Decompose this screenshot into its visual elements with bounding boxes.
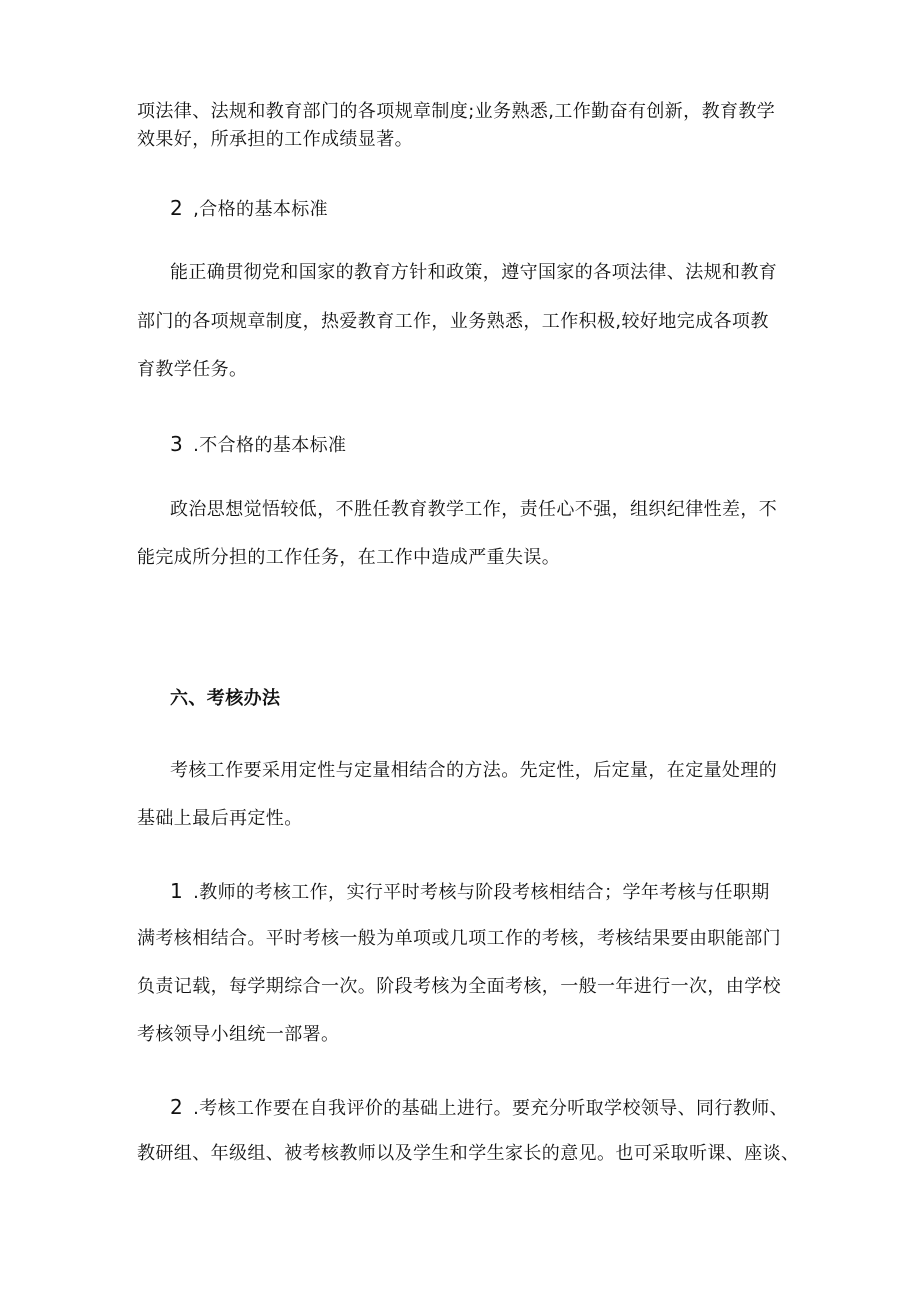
list-item-number: 2 [170,1095,184,1119]
paragraph-line: 基础上最后再定性。 [137,808,303,829]
paragraph-line: 能正确贯彻党和国家的教育方针和政策，遵守国家的各项法律、法规和教育 [170,262,778,283]
paragraph-line: 部门的各项规章制度，热爱教育工作，业务熟悉，工作积极,较好地完成各项教 [137,311,769,332]
paragraph-line: 考核领导小组统一部署。 [137,1024,340,1045]
paragraph-line: 教研组、年级组、被考核教师以及学生和学生家长的意见。也可采取听课、座谈、 [137,1143,800,1164]
paragraph-line: 政治思想觉悟较低，不胜任教育教学工作，责任心不强，组织纪律性差，不 [170,499,778,520]
paragraph-line: 效果好，所承担的工作成绩显著。 [137,129,413,150]
list-item-first-line [170,880,800,904]
paragraph-line: 满考核相结合。平时考核一般为单项或几项工作的考核，考核结果要由职能部门 [137,928,781,949]
paragraph-line: 项法律、法规和教育部门的各项规章制度;业务熟悉,工作勤奋有创新，教育教学 [137,101,776,122]
heading-number: 3 [170,432,184,456]
paragraph-line: 考核工作要采用定性与定量相结合的方法。先定性，后定量，在定量处理的 [170,760,778,781]
heading-unqualified-standard [170,433,800,457]
heading-text: ,合格的基本标准 [193,199,329,220]
list-item-first-line [170,1096,800,1120]
heading-qualified-standard [170,197,800,221]
section-title: 六、考核办法 [170,688,281,709]
list-item-text: .教师的考核工作，实行平时考核与阶段考核相结合；学年考核与任职期 [193,882,770,903]
list-item-number: 1 [170,879,184,903]
paragraph-line: 能完成所分担的工作任务，在工作中造成严重失误。 [137,547,561,568]
heading-number: 2 [170,196,184,220]
paragraph-line: 育教学任务。 [137,359,248,380]
paragraph-line: 负责记载，每学期综合一次。阶段考核为全面考核，一般一年进行一次，由学校 [137,976,781,997]
list-item-text: .考核工作要在自我评价的基础上进行。要充分听取学校领导、同行教师、 [193,1098,789,1119]
heading-text: .不合格的基本标准 [193,435,347,456]
